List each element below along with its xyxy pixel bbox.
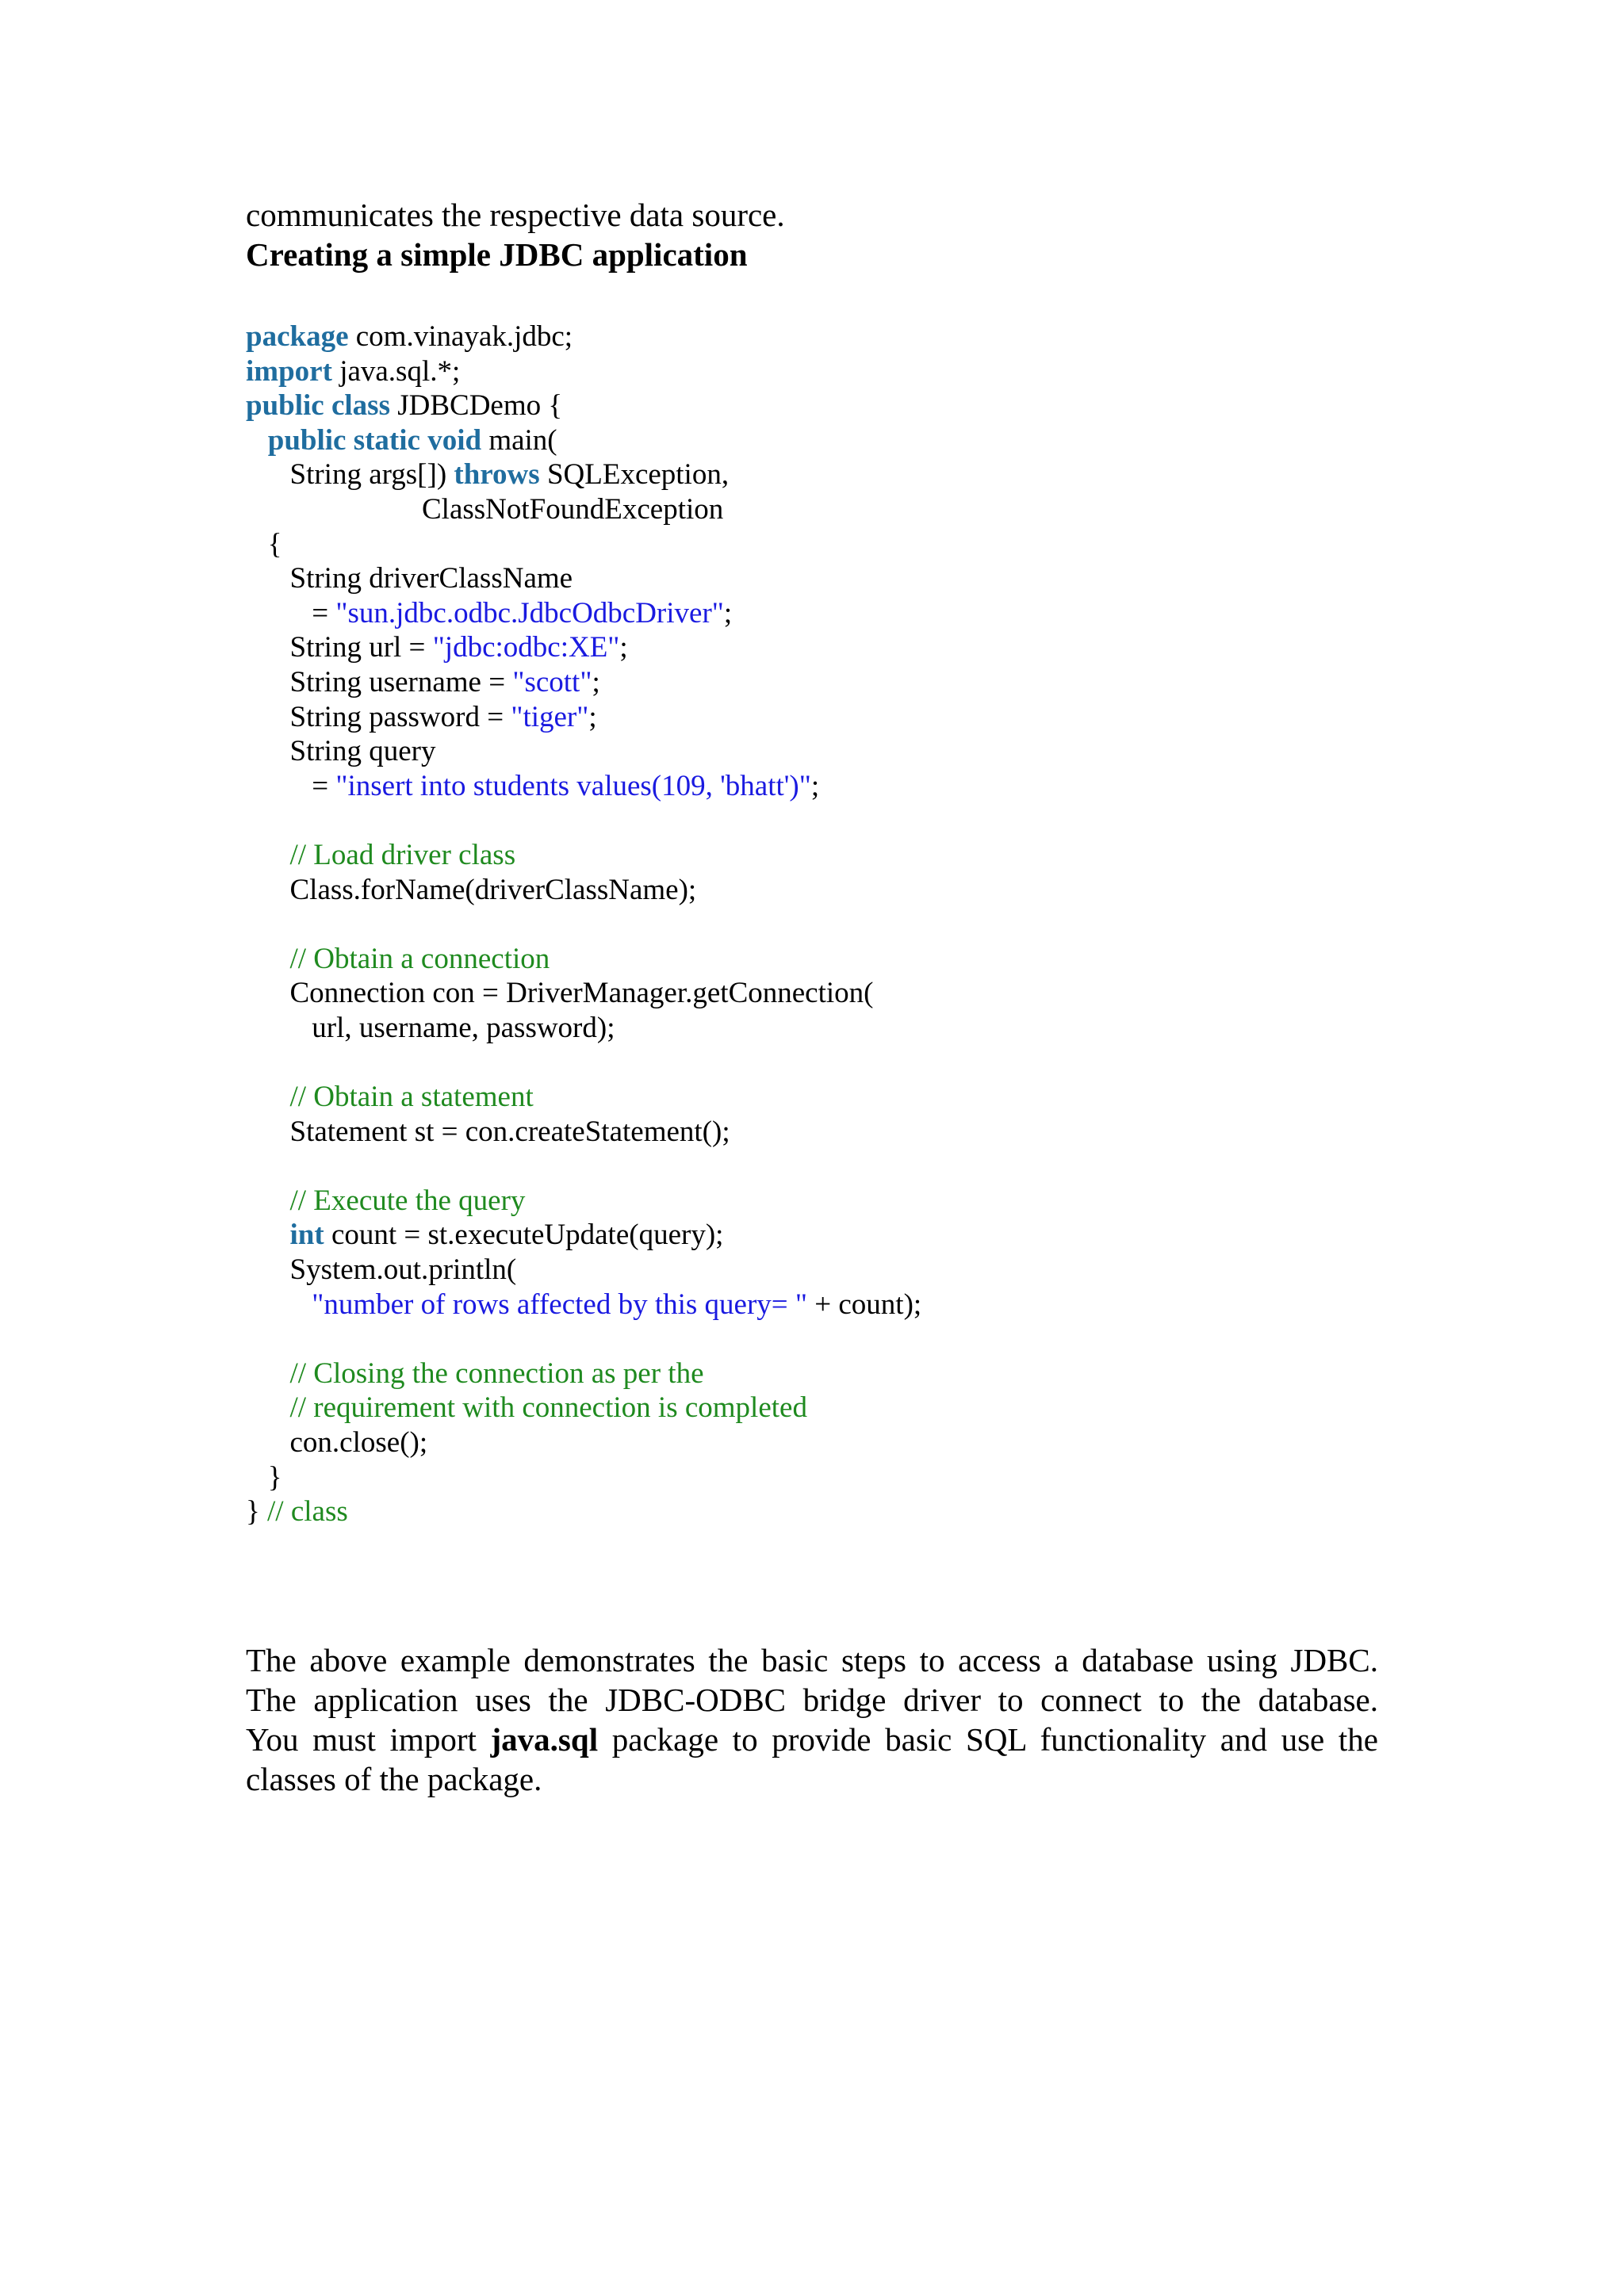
code-line (246, 1253, 921, 1288)
code-line (246, 1115, 921, 1150)
code-string: "tiger" (511, 700, 589, 733)
paragraph-line (246, 1720, 1378, 1759)
code-line (246, 354, 921, 389)
code-text: String args[]) (246, 458, 454, 492)
section-heading: Creating a simple JDBC application (246, 236, 748, 273)
code-line (246, 1460, 921, 1495)
paragraph-line: The above example demonstrates the basic steps to access a database using JDBC. (246, 1642, 1378, 1678)
code-line (246, 734, 921, 769)
intro-text: communicates the respective data source. (246, 197, 785, 233)
code-line (246, 388, 921, 423)
paragraph-text: You must import (246, 1721, 491, 1758)
code-line (246, 838, 921, 873)
code-text (246, 424, 268, 457)
code-comment: // Obtain a statement (246, 1081, 534, 1114)
code-string: "insert into students values(109, 'bhatt')" (335, 769, 811, 802)
code-line (246, 1288, 921, 1322)
code-line (246, 873, 921, 908)
explanation-paragraph (246, 1640, 1378, 1799)
code-text: com.vinayak.jdbc; (348, 320, 573, 353)
code-line (246, 1494, 921, 1529)
code-text: count = st.executeUpdate(query); (324, 1219, 724, 1252)
code-text: String driverClassName (246, 562, 573, 595)
code-keyword: public class (246, 389, 390, 423)
code-keyword: import (246, 354, 332, 388)
code-text: System.out.println( (246, 1253, 517, 1287)
code-line (246, 1425, 921, 1460)
code-line (246, 561, 921, 596)
code-line (246, 630, 921, 665)
code-text: Connection con = DriverManager.getConnection( (246, 977, 874, 1010)
code-text: + count); (807, 1288, 922, 1321)
code-text: = (246, 596, 336, 629)
code-line (246, 803, 921, 838)
code-line (246, 1149, 921, 1184)
code-comment: // Load driver class (246, 838, 516, 871)
code-line (246, 1357, 921, 1391)
code-keyword: int (289, 1219, 324, 1252)
code-text: ; (619, 631, 628, 664)
code-text: String username = (246, 665, 513, 698)
code-text (246, 1219, 290, 1251)
code-text: Statement st = con.createStatement(); (246, 1115, 730, 1148)
code-line (246, 769, 921, 804)
code-text: = (246, 769, 336, 802)
code-line (246, 1218, 921, 1253)
code-keyword: package (246, 320, 349, 353)
code-line (246, 1184, 921, 1219)
code-line (246, 976, 921, 1011)
code-comment: // class (267, 1495, 348, 1529)
code-listing (246, 320, 921, 1529)
code-comment: // requirement with connection is completed (246, 1391, 807, 1425)
code-text: String url = (246, 631, 433, 664)
code-line (246, 423, 921, 458)
code-line (246, 942, 921, 977)
code-text: ; (723, 596, 733, 629)
paragraph-line: The application uses the JDBC-ODBC bridge driver to connect to the database. (246, 1682, 1378, 1718)
code-string: "number of rows affected by this query= " (312, 1288, 808, 1321)
code-comment: // Closing the connection as per the (246, 1357, 704, 1390)
code-line (246, 1391, 921, 1425)
code-keyword: public static void (267, 423, 482, 457)
code-line (246, 320, 921, 354)
code-line (246, 700, 921, 735)
code-text: java.sql.*; (331, 354, 461, 388)
code-text: String query (246, 735, 436, 768)
code-text: Class.forName(driverClassName); (246, 873, 697, 906)
code-line (246, 492, 921, 527)
code-string: "jdbc:odbc:XE" (432, 631, 620, 664)
code-text: ClassNotFoundException (246, 492, 724, 526)
code-text: url, username, password); (246, 1011, 615, 1044)
code-text: ; (592, 665, 600, 698)
code-line (246, 665, 921, 700)
package-name-bold: java.sql (490, 1721, 599, 1758)
code-text: JDBCDemo { (389, 389, 563, 423)
code-line (246, 457, 921, 492)
code-text (246, 1288, 312, 1321)
code-text: } (246, 1460, 282, 1494)
code-string: "sun.jdbc.odbc.JdbcOdbcDriver" (335, 596, 724, 629)
code-keyword: throws (454, 458, 540, 492)
code-line (246, 1011, 921, 1046)
paragraph-text: package to provide basic SQL functionality and use the (598, 1721, 1378, 1758)
code-text: } (246, 1495, 268, 1529)
code-text: ; (588, 700, 597, 733)
paragraph-line: classes of the package. (246, 1761, 542, 1797)
code-text: con.close(); (246, 1426, 428, 1459)
code-line (246, 907, 921, 942)
code-line (246, 527, 921, 562)
code-comment: // Execute the query (246, 1184, 526, 1217)
code-comment: // Obtain a connection (246, 942, 550, 975)
code-text: String password = (246, 700, 511, 733)
code-line (246, 1322, 921, 1357)
code-text: SQLException, (539, 458, 730, 492)
code-text: { (246, 527, 282, 561)
code-line (246, 1080, 921, 1115)
code-text: main( (481, 423, 557, 457)
code-line (246, 596, 921, 631)
code-text: ; (810, 769, 820, 802)
code-line (246, 1045, 921, 1080)
code-string: "scott" (512, 665, 592, 698)
